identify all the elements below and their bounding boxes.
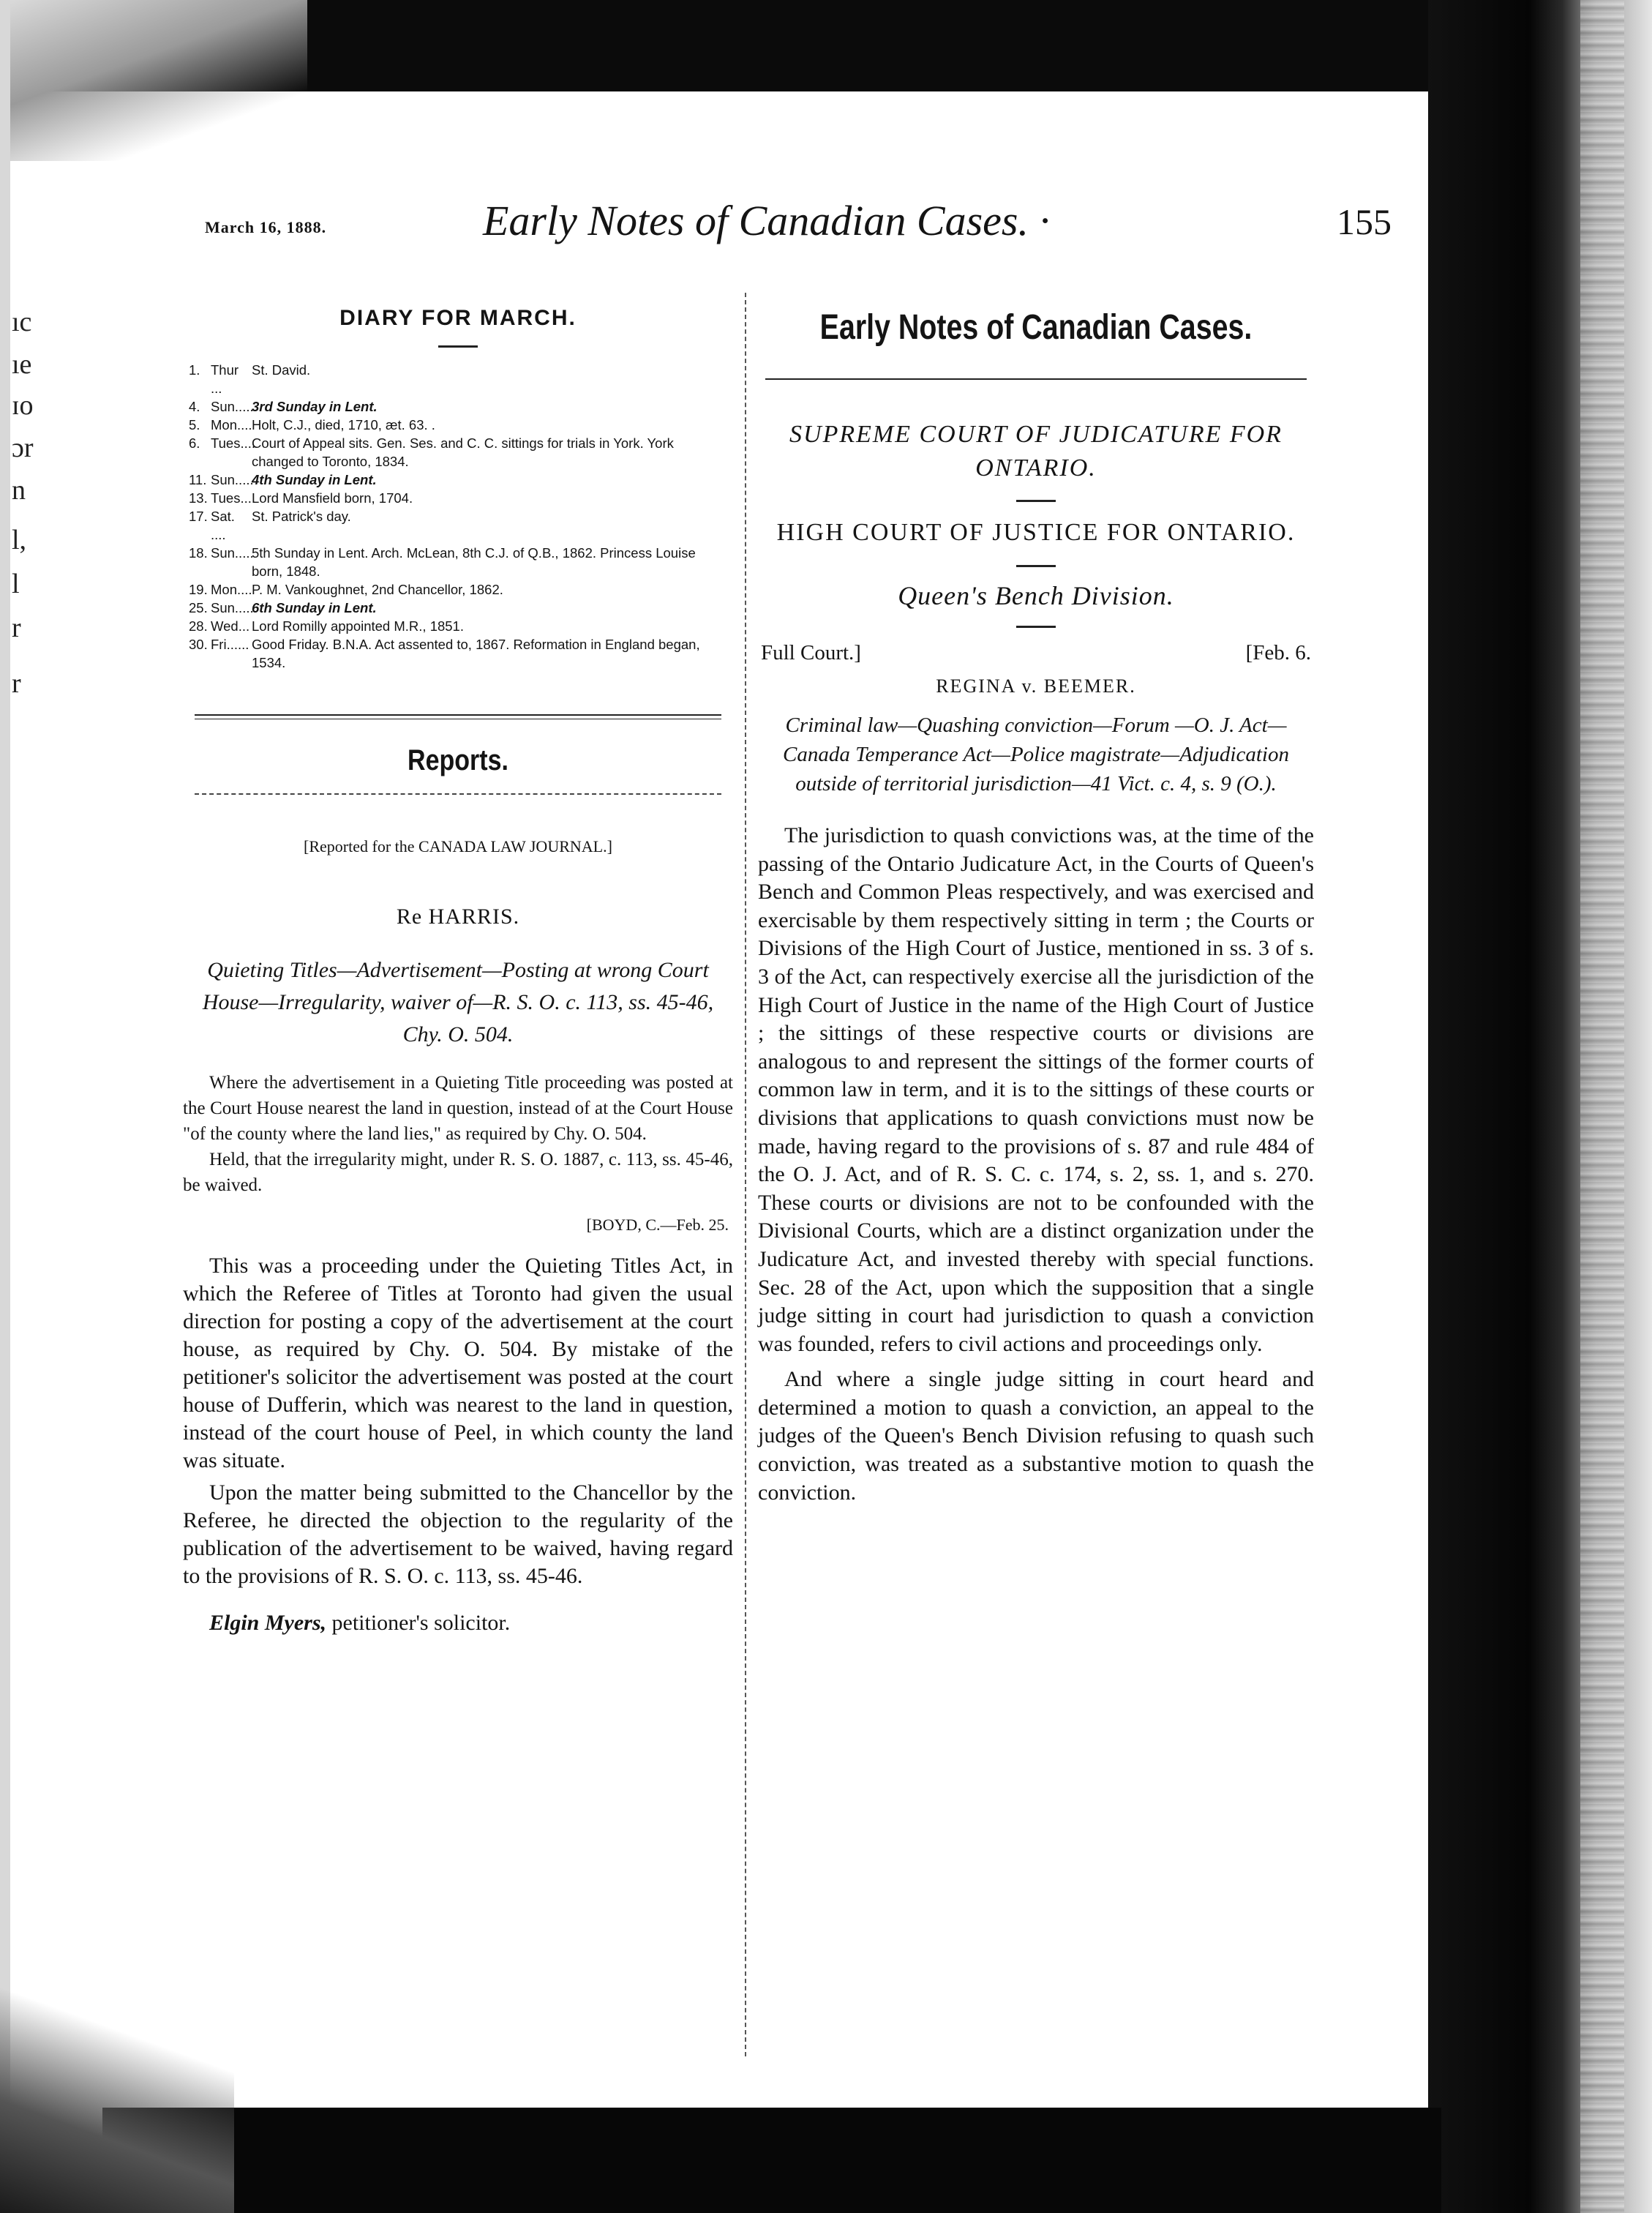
diary-day: Wed...	[211, 618, 250, 634]
margin-fragment: ıe	[12, 349, 32, 380]
header-date: March 16, 1888.	[205, 218, 327, 236]
case-paragraph: The jurisdiction to quash convictions was, at the time of the passing of the Ontario Judicature Act, in the Courts of Queen's Bench and Common Pleas respectively, and was exercised and exercisable by them respectively sitting in term ; the Courts or Divisions of the High Court of Justice, mentioned in ss. 3 of s. 3 of the Act, can respectively exercise all the jurisdiction of the High Court of Justice in the name of the High Court of Justice ; the sittings of these respective courts or divisions are analogous to and represent the sittings of the former courts of common law in term, and it is to the sittings of these courts or divisions that applications to quash convictions must now be made, having regard to the provisions of s. 87 and rule 484 of the O. J. Act, and of R. S. C. c. 174, s. 2, ss. 1, and s. 270. These courts or divisions are not to be confounded with the Divisional Courts, which are a distinct organization under the Judicature Act, and invested thereby with special functions. Sec. 28 of the Act, upon which the supposition that a single judge sitting in court had jurisdiction to quash a conviction was founded, refers to civil actions and proceedings only.	[758, 823, 1314, 1356]
reported-for-note: [Reported for the CANADA LAW JOURNAL.]	[304, 837, 612, 855]
diary-entry	[183, 544, 733, 580]
diary-date: 13.	[189, 490, 208, 506]
margin-fragment: l	[12, 569, 20, 599]
margin-fragment: ıc	[12, 307, 32, 337]
court-heading: HIGH COURT OF JUSTICE FOR ONTARIO.	[776, 519, 1296, 546]
solicitor-signature	[183, 1611, 733, 1636]
left-column	[183, 306, 733, 1636]
scan-shadow-bottom-left	[0, 1976, 234, 2213]
reports-heading: Reports.	[408, 744, 508, 776]
margin-fragment: ɪo	[12, 390, 34, 421]
solicitor-role: petitioner's solicitor.	[326, 1611, 511, 1635]
court-date-line	[758, 641, 1314, 665]
diary-entry	[183, 489, 733, 507]
diary-text: Good Friday. B.N.A. Act assented to, 1867. Reformation in England began, 1534.	[252, 637, 700, 670]
diary-entry	[183, 580, 733, 599]
court-label: Full Court.]	[761, 641, 861, 664]
judge-citation: [BOYD, C.—Feb. 25.	[586, 1216, 729, 1234]
diary-day: Fri......	[211, 637, 249, 652]
diary-date: 30.	[189, 637, 208, 652]
scan-border-bottom	[102, 2108, 1441, 2213]
diary-date: 6.	[189, 435, 200, 451]
case-paragraph: Upon the matter being submitted to the Chancellor by the Referee, he directed the objection to the regularity of the publication of the advertisement to be waived, having regard to the provisions of R. S. O. c. 113, ss. 45-46.	[183, 1480, 733, 1588]
diary-day: Sun.....	[211, 399, 254, 414]
diary-day: Sun.....	[211, 600, 254, 615]
margin-fragment: n	[12, 475, 26, 506]
diary-entry	[183, 416, 733, 434]
diary-text: Lord Mansfield born, 1704.	[252, 490, 413, 506]
diary-text: St. David.	[252, 362, 311, 378]
diary-entry	[183, 507, 733, 544]
divider	[1016, 565, 1056, 567]
diary-day: Sun.....	[211, 545, 254, 561]
diary-day: Tues....	[211, 490, 256, 506]
diary-entry	[183, 617, 733, 635]
diary-text: St. Patrick's day.	[252, 509, 351, 524]
diary-day: Mon....	[211, 582, 252, 597]
margin-fragment: r	[12, 613, 21, 643]
diary-date: 1.	[189, 362, 200, 378]
diary-day: Thur ...	[211, 362, 239, 396]
diary-day: Sun.....	[211, 472, 254, 487]
margin-fragment: l,	[12, 525, 27, 555]
scan-border-left	[0, 0, 10, 2213]
diary-entry	[183, 434, 733, 471]
section-title: Early Notes of Canadian Cases.	[819, 308, 1253, 347]
case-headnote: Criminal law—Quashing conviction—Forum —O. J. Act—Canada Temperance Act—Police magistrate—Adjudication outside of territorial jurisdiction—41 Vict. c. 4, s. 9 (O.).	[783, 714, 1289, 795]
diary-text: Holt, C.J., died, 1710, æt. 63. .	[252, 417, 435, 433]
solicitor-name: Elgin Myers,	[209, 1611, 327, 1635]
running-header	[205, 196, 1397, 255]
divider	[438, 345, 478, 348]
diary-title: DIARY FOR MARCH.	[339, 306, 577, 330]
diary-entry	[183, 471, 733, 489]
margin-fragment: ɔr	[12, 433, 34, 463]
diary-text: 3rd Sunday in Lent.	[252, 399, 378, 414]
case-headnote: Quieting Titles—Advertisement—Posting at wrong Court House—Irregularity, waiver of—R. S. O. c. 113, ss. 45-46, Chy. O. 504.	[202, 958, 714, 1046]
diary-entry	[183, 397, 733, 416]
diary-text: 4th Sunday in Lent.	[252, 472, 377, 487]
diary-day: Tues....	[211, 435, 256, 451]
decision-date: [Feb. 6.	[1245, 641, 1311, 664]
header-title: Early Notes of Canadian Cases. ·	[483, 197, 1050, 244]
margin-fragment: r	[12, 668, 21, 699]
diary-date: 25.	[189, 600, 208, 615]
diary-text: P. M. Vankoughnet, 2nd Chancellor, 1862.	[252, 582, 503, 597]
case-summary: Where the advertisement in a Quieting Title proceeding was posted at the Court House nearest the land in question, instead of at the Court House "of the county where the land lies," as required by Chy. O. 504.	[183, 1073, 733, 1144]
scan-shadow-top-left	[0, 0, 307, 161]
diary-day: Mon....	[211, 417, 252, 433]
diary-entry	[183, 361, 733, 397]
diary-date: 4.	[189, 399, 200, 414]
diary-date: 17.	[189, 509, 208, 524]
division-heading: Queen's Bench Division.	[898, 581, 1174, 610]
diary-date: 5.	[189, 417, 200, 433]
diary-day: Sat. ....	[211, 509, 235, 542]
divider	[1016, 500, 1056, 502]
page-number: 155	[1337, 201, 1392, 242]
diary-list	[183, 361, 733, 672]
divider	[1016, 626, 1056, 628]
case-title: REGINA v. BEEMER.	[936, 675, 1136, 697]
diary-entry	[183, 635, 733, 672]
diary-date: 19.	[189, 582, 208, 597]
section-divider	[195, 714, 721, 719]
diary-date: 28.	[189, 618, 208, 634]
diary-text: Court of Appeal sits. Gen. Ses. and C. C. sittings for trials in York. York changed to Toronto, 1834.	[252, 435, 674, 469]
scan-noise-right	[1580, 0, 1624, 2213]
case-paragraph: This was a proceeding under the Quieting Titles Act, in which the Referee of Titles at Toronto had given the usual direction for posting a copy of the advertisement at the court house, as required by Chy. O. 504. By mistake of the petitioner's solicitor the advertisement was posted at the court house of Dufferin, which was nearest to the land in question, instead of the court house of Peel, in which county the land was situate.	[183, 1254, 733, 1472]
diary-date: 11.	[189, 472, 207, 487]
case-held: Held, that the irregularity might, under R. S. O. 1887, c. 113, ss. 45-46, be waived.	[183, 1150, 733, 1195]
diary-text: 5th Sunday in Lent. Arch. McLean, 8th C.J. of Q.B., 1862. Princess Louise born, 1848.	[252, 545, 696, 579]
diary-entry	[183, 599, 733, 617]
right-column	[758, 307, 1314, 1507]
court-heading: SUPREME COURT OF JUDICATURE FOR ONTARIO.	[789, 421, 1283, 482]
diary-text: Lord Romilly appointed M.R., 1851.	[252, 618, 464, 634]
case-paragraph: And where a single judge sitting in court heard and determined a motion to quash a conviction, an appeal to the judges of the Queen's Bench Division refusing to quash such conviction, was treated as a substantive motion to quash the conviction.	[758, 1367, 1314, 1505]
diary-date: 18.	[189, 545, 208, 561]
column-divider	[745, 293, 746, 2056]
case-title: Re HARRIS.	[396, 905, 520, 929]
diary-text: 6th Sunday in Lent.	[252, 600, 377, 615]
